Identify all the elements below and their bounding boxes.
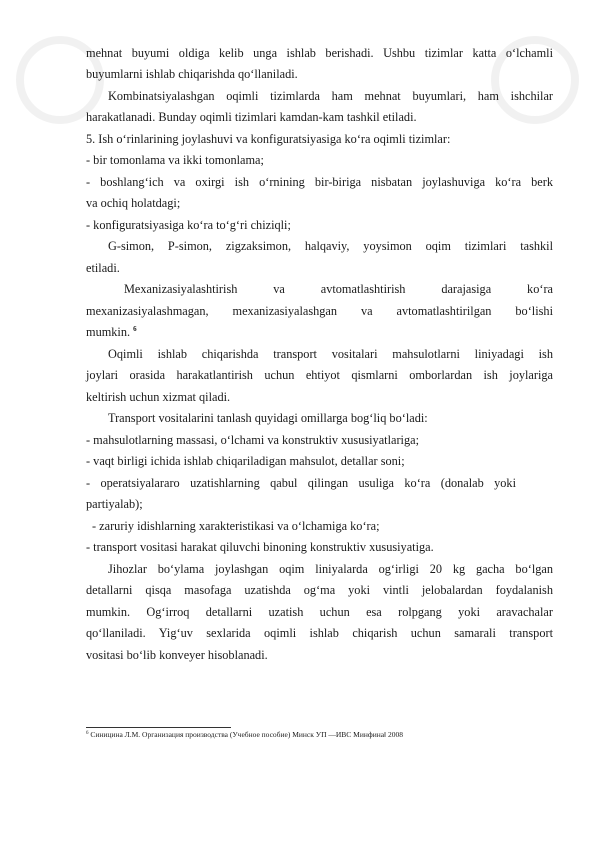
text-line: vositasi bo‘lib konveyer hisoblanadi.	[86, 648, 268, 662]
text-line: etiladi.	[86, 261, 120, 275]
text-line: - vaqt birligi ichida ishlab chiqariladigan mahsulot, detallar soni;	[86, 454, 405, 468]
text-line: Mexanizasiyalashtirish va avtomatlashtirish darajasiga ko‘ra	[124, 282, 553, 296]
text-line: harakatlanadi. Bunday oqimli tizimlari kamdan-kam tashkil etiladi.	[86, 110, 417, 124]
text-line: - konfiguratsiyasiga ko‘ra to‘g‘ri chiziqli;	[86, 218, 291, 232]
text-line: - mahsulotlarning massasi, o‘lchami va konstruktiv xususiyatlariga;	[86, 433, 419, 447]
text-line: buyumlarni ishlab chiqarishda qo‘llaniladi.	[86, 67, 298, 81]
text-line: Oqimli ishlab chiqarishda transport vositalari mahsulotlarni liniyadagi ish	[108, 347, 553, 361]
text-line: joylari orasida harakatlantirish uchun ehtiyot qismlarni omborlardan ish joylariga	[86, 368, 553, 382]
text-line: va ochiq holatdagi;	[86, 196, 181, 210]
text-line: - operatsiyalararo uzatishlarning qabul qilingan usuliga ko‘ra (donalab yoki	[86, 476, 516, 490]
text-line: - boshlang‘ich va oxirgi ish o‘rnining bir-biriga nisbatan joylashuviga ko‘ra berk	[86, 175, 553, 189]
text-line: mexanizasiyalashmagan, mexanizasiyalashgan va avtomatlashtirilgan bo‘lishi	[86, 304, 553, 318]
text-line: - bir tomonlama va ikki tomonlama;	[86, 153, 264, 167]
text-line: - zaruriy idishlarning xarakteristikasi va o‘lchamiga ko‘ra;	[92, 519, 380, 533]
footnote-text: Синицина Л.М. Организация производства (Учебное пособие) Минск УП —ИВС Минфина‖ 2008	[90, 730, 404, 739]
text-line: keltirish uchun xizmat qiladi.	[86, 390, 231, 404]
text-line: 5. Ish o‘rinlarining joylashuvi va konfiguratsiyasiga ko‘ra oqimli tizimlar:	[86, 132, 451, 146]
footnote-separator	[86, 727, 231, 728]
text-line	[86, 325, 553, 340]
text-line: Transport vositalarini tanlash quyidagi omillarga bog‘liq bo‘ladi:	[108, 411, 428, 425]
text-line: qo‘llaniladi. Yig‘uv sexlarida oqimli ishlab chiqarish uchun samarali transport	[86, 626, 553, 640]
text-span: mumkin.	[86, 325, 131, 339]
text-line: Jihozlar bo‘ylama joylashgan oqim liniyalarda og‘irligi 20 kg gacha bo‘lgan	[108, 562, 553, 576]
footnote	[86, 730, 403, 740]
footnote-ref: 6	[133, 325, 137, 333]
footnote-mark: 6	[86, 731, 89, 736]
text-line: detallarni qisqa masofaga uzatishda og‘ma yoki vintli jelobalardan foydalanish	[86, 583, 553, 597]
text-line: partiyalab);	[86, 497, 143, 511]
text-line: - transport vositasi harakat qiluvchi binoning konstruktiv xususiyatiga.	[86, 540, 434, 554]
text-line: mumkin. Og‘irroq detallarni uzatish uchun esa rolpgang yoki aravachalar	[86, 605, 553, 619]
text-line: Kombinatsiyalashgan oqimli tizimlarda ham mehnat buyumlari, ham ishchilar	[108, 89, 553, 103]
text-line: G-simon, P-simon, zigzaksimon, halqaviy, yoysimon oqim tizimlari tashkil	[108, 239, 553, 253]
text-line: mehnat buyumi oldiga kelib unga ishlab berishadi. Ushbu tizimlar katta o‘lchamli	[86, 46, 553, 60]
